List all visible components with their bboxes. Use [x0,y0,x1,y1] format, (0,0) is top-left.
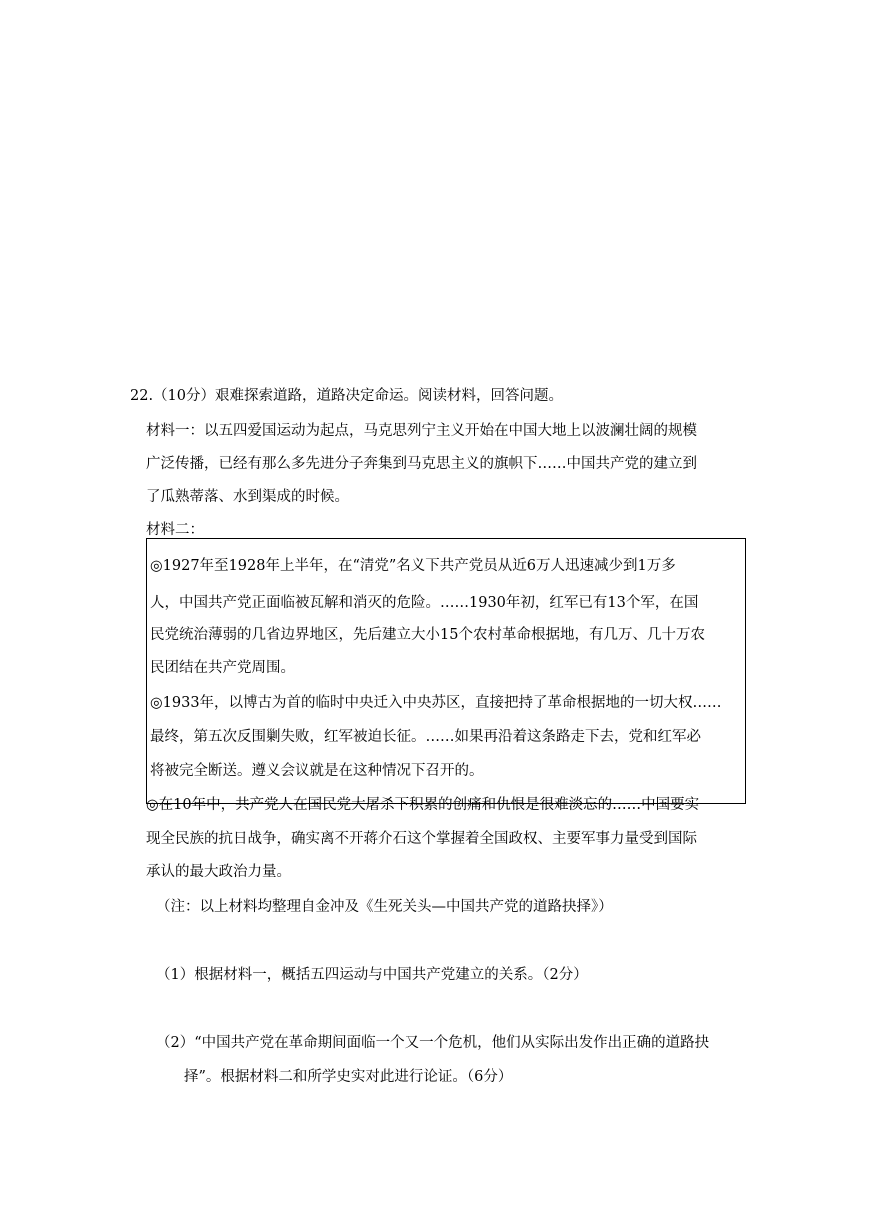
source-note: （注：以上材料均整理自金冲及《生死关头—中国共产党的道路抉择》） [156,899,613,915]
material-2-line: 现全民族的抗日战争，确实离不开蒋介石这个掌握着全国政权、主要军事力量受到国际 [146,831,697,847]
material-2-line: 承认的最大政治力量。 [146,864,291,880]
material-2-line: 人，中国共产党正面临被瓦解和消灭的危险。……1930年初，红军已有13个军，在国 [150,595,699,611]
material-1-line: 了瓜熟蒂落、水到渠成的时候。 [146,489,349,505]
material-1-line: 材料一：以五四爱国运动为起点，马克思列宁主义开始在中国大地上以波澜壮阔的规模 [146,423,697,439]
material-2-line: ◎在10年中，共产党人在国民党大屠杀下积累的创痛和仇恨是很难淡忘的……中国要实 [146,797,700,813]
sub-question-1: （1）根据材料一，概括五四运动与中国共产党建立的关系。（2分） [156,967,588,983]
sub-question-2-line: 择”。根据材料二和所学史实对此进行论证。（6分） [184,1069,513,1085]
material-2-line: 民党统治薄弱的几省边界地区，先后建立大小15个农村革命根据地，有几万、几十万农 [150,627,705,643]
material-2-label: 材料二： [146,522,204,538]
question-header: 22.（10分）艰难探索道路，道路决定命运。阅读材料，回答问题。 [130,388,564,404]
material-2-line: ◎1933年，以博古为首的临时中央迁入中央苏区，直接把持了革命根据地的一切大权…… [150,695,722,711]
material-2-line: 最终，第五次反围剿失败，红军被迫长征。……如果再沿着这条路走下去，党和红军必 [150,729,701,745]
material-1-line: 广泛传播，已经有那么多先进分子奔集到马克思主义的旗帜下……中国共产党的建立到 [146,456,697,472]
material-2-line: 民团结在共产党周围。 [150,660,295,676]
sub-question-2-line: （2）“中国共产党在革命期间面临一个又一个危机，他们从实际出发作出正确的道路抉 [156,1035,710,1051]
material-2-line: ◎1927年至1928年上半年，在“清党”名义下共产党员从近6万人迅速减少到1万多 [150,558,676,574]
material-2-line: 将被完全断送。遵义会议就是在这种情况下召开的。 [150,763,484,779]
